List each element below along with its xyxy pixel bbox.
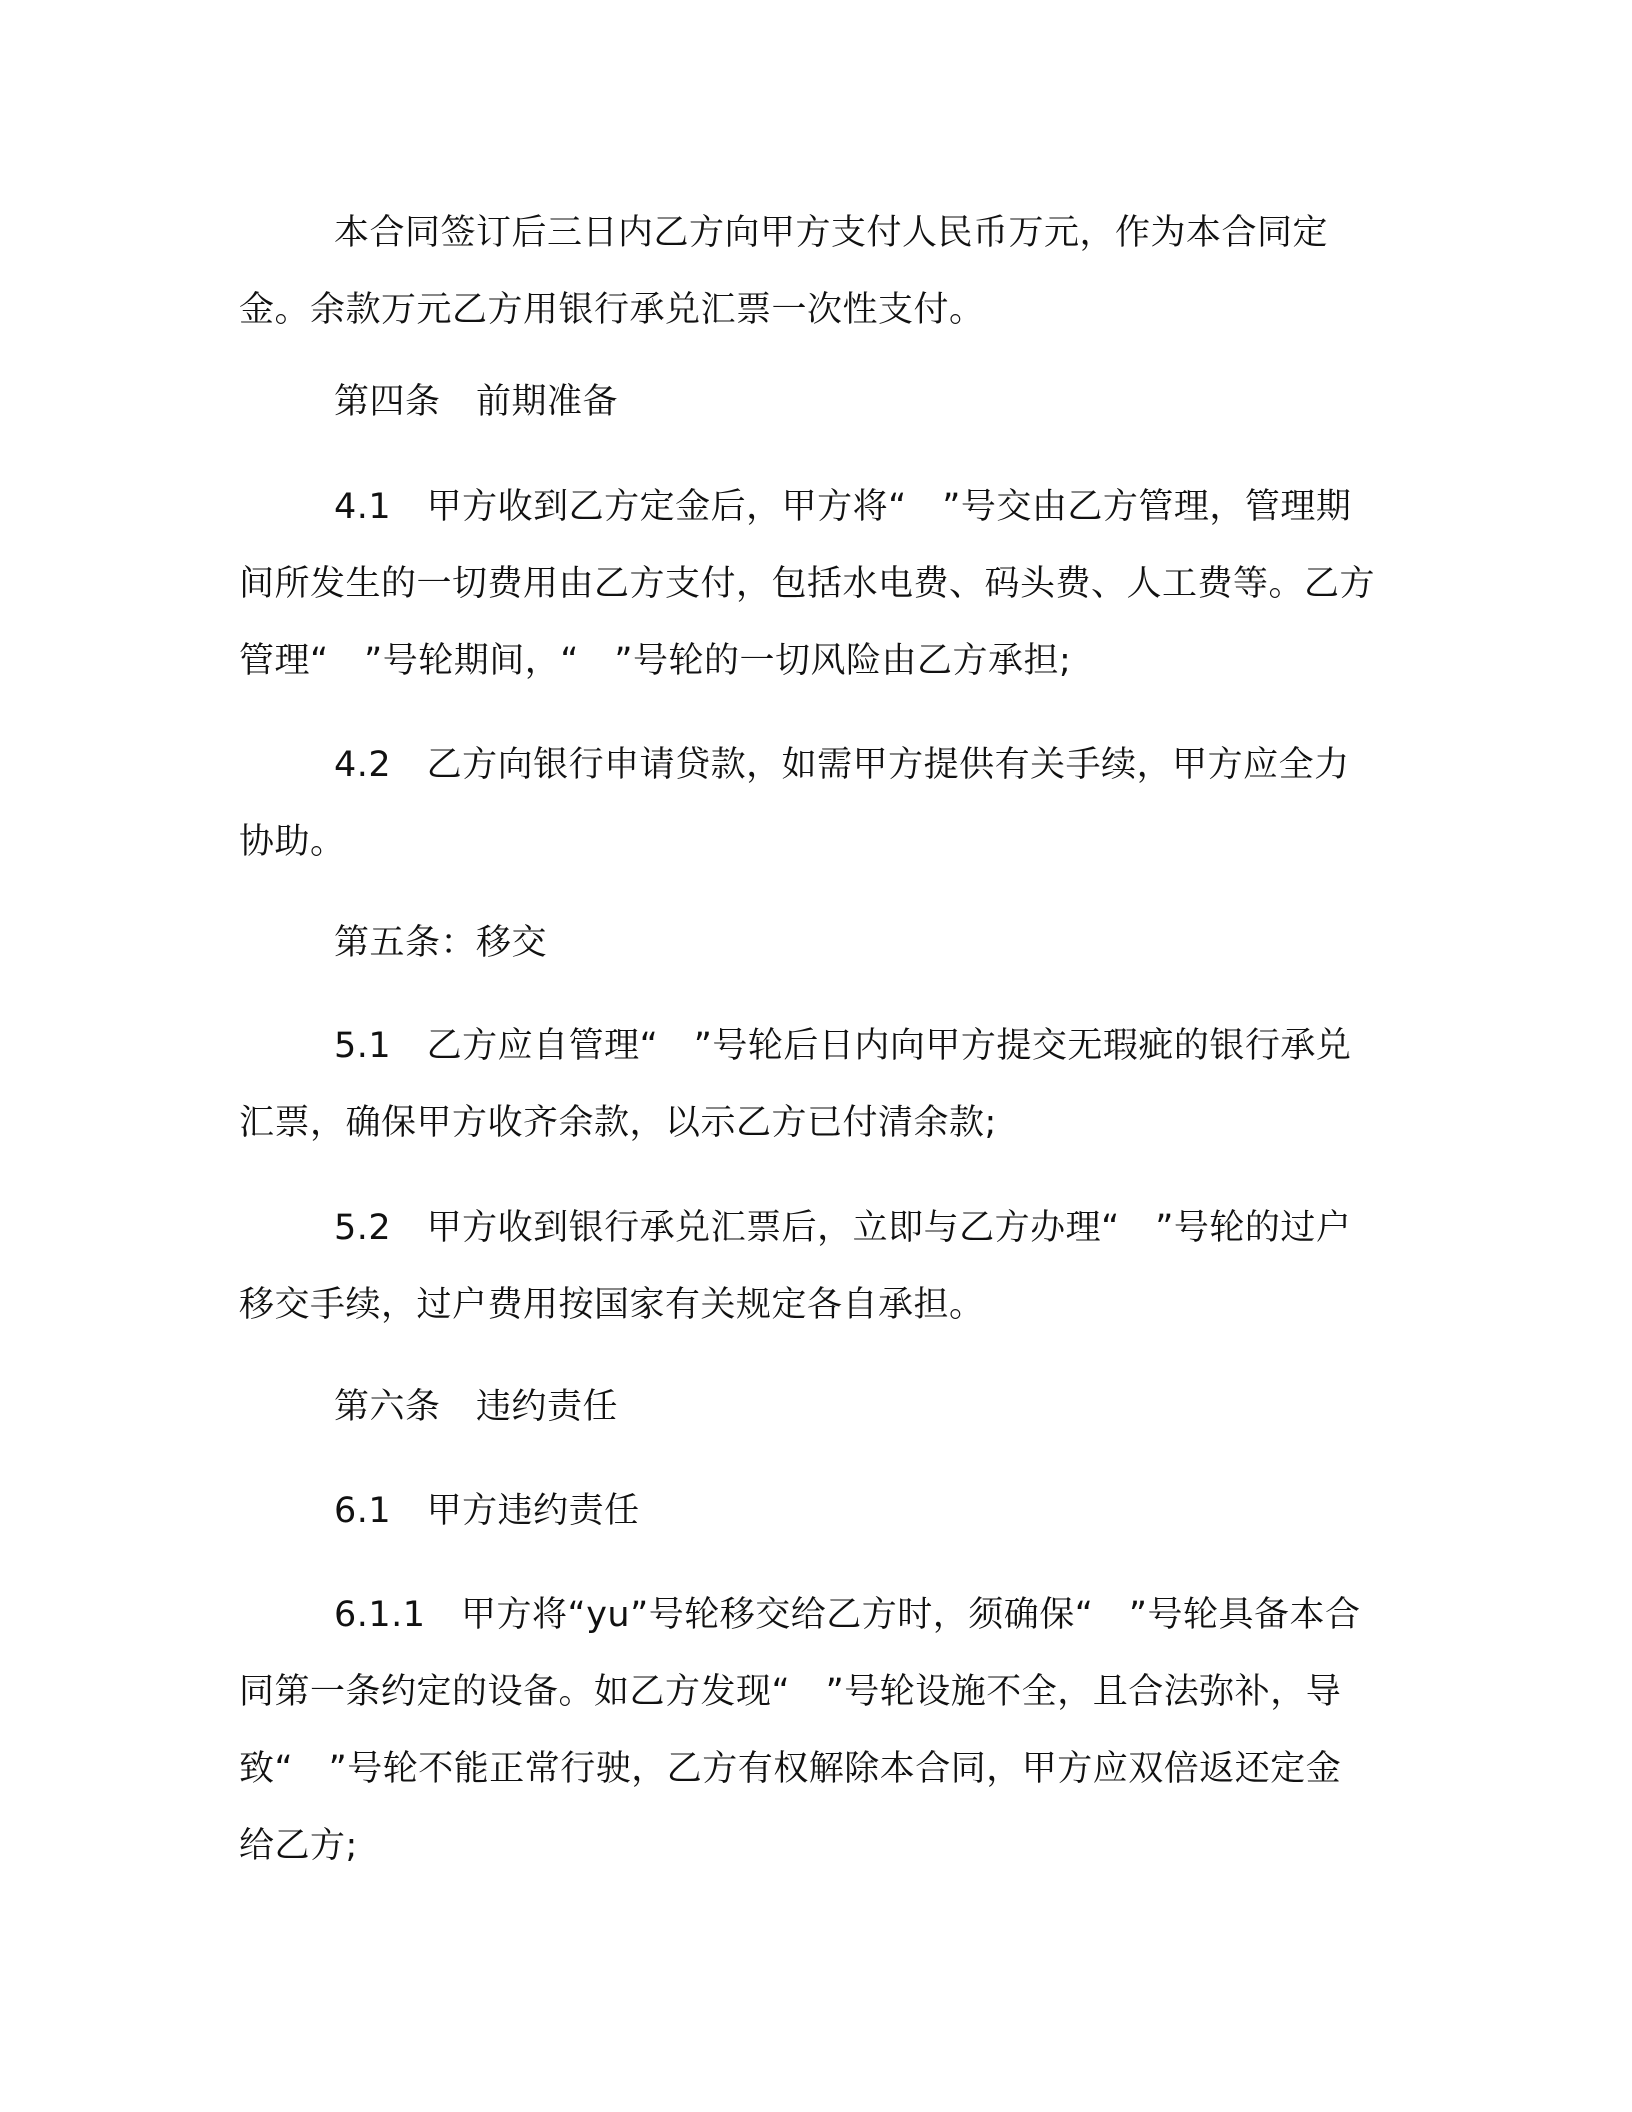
article-5-heading: 第五条：移交 [334,923,548,963]
paragraph-deposit: 本合同签订后三日内乙方向甲方支付人民币万元，作为本合同定金。余款万元乙方用银行承兑汇票一次性支付。 [239,213,1329,330]
clause-5-2: 5.2 甲方收到银行承兑汇票后，立即与乙方办理“ ”号轮的过户移交手续，过户费用按国家有关规定各自承担。 [239,1208,1352,1325]
clause-4-2: 4.2 乙方向银行申请贷款，如需甲方提供有关手续，甲方应全力协助。 [239,745,1350,862]
clause-6-1: 6.1 甲方违约责任 [334,1491,640,1531]
article-6-heading: 第六条 违约责任 [334,1387,619,1427]
clause-5-1: 5.1 乙方应自管理“ ”号轮后日内向甲方提交无瑕疵的银行承兑汇票，确保甲方收齐余款，以示乙方已付清余款; [239,1026,1352,1143]
clause-6-1-1: 6.1.1 甲方将“yu”号轮移交给乙方时，须确保“ ”号轮具备本合同第一条约定的设备。如乙方发现“ ”号轮设施不全，且合法弥补，导致“ ”号轮不能正常行驶，乙方有权解除本合同，甲方应双倍返还定金给乙方; [239,1595,1361,1866]
article-4-heading: 第四条 前期准备 [334,382,619,422]
clause-4-1: 4.1 甲方收到乙方定金后，甲方将“ ”号交由乙方管理，管理期间所发生的一切费用由乙方支付，包括水电费、码头费、人工费等。乙方管理“ ”号轮期间，“ ”号轮的一切风险由乙方承担; [239,487,1376,681]
